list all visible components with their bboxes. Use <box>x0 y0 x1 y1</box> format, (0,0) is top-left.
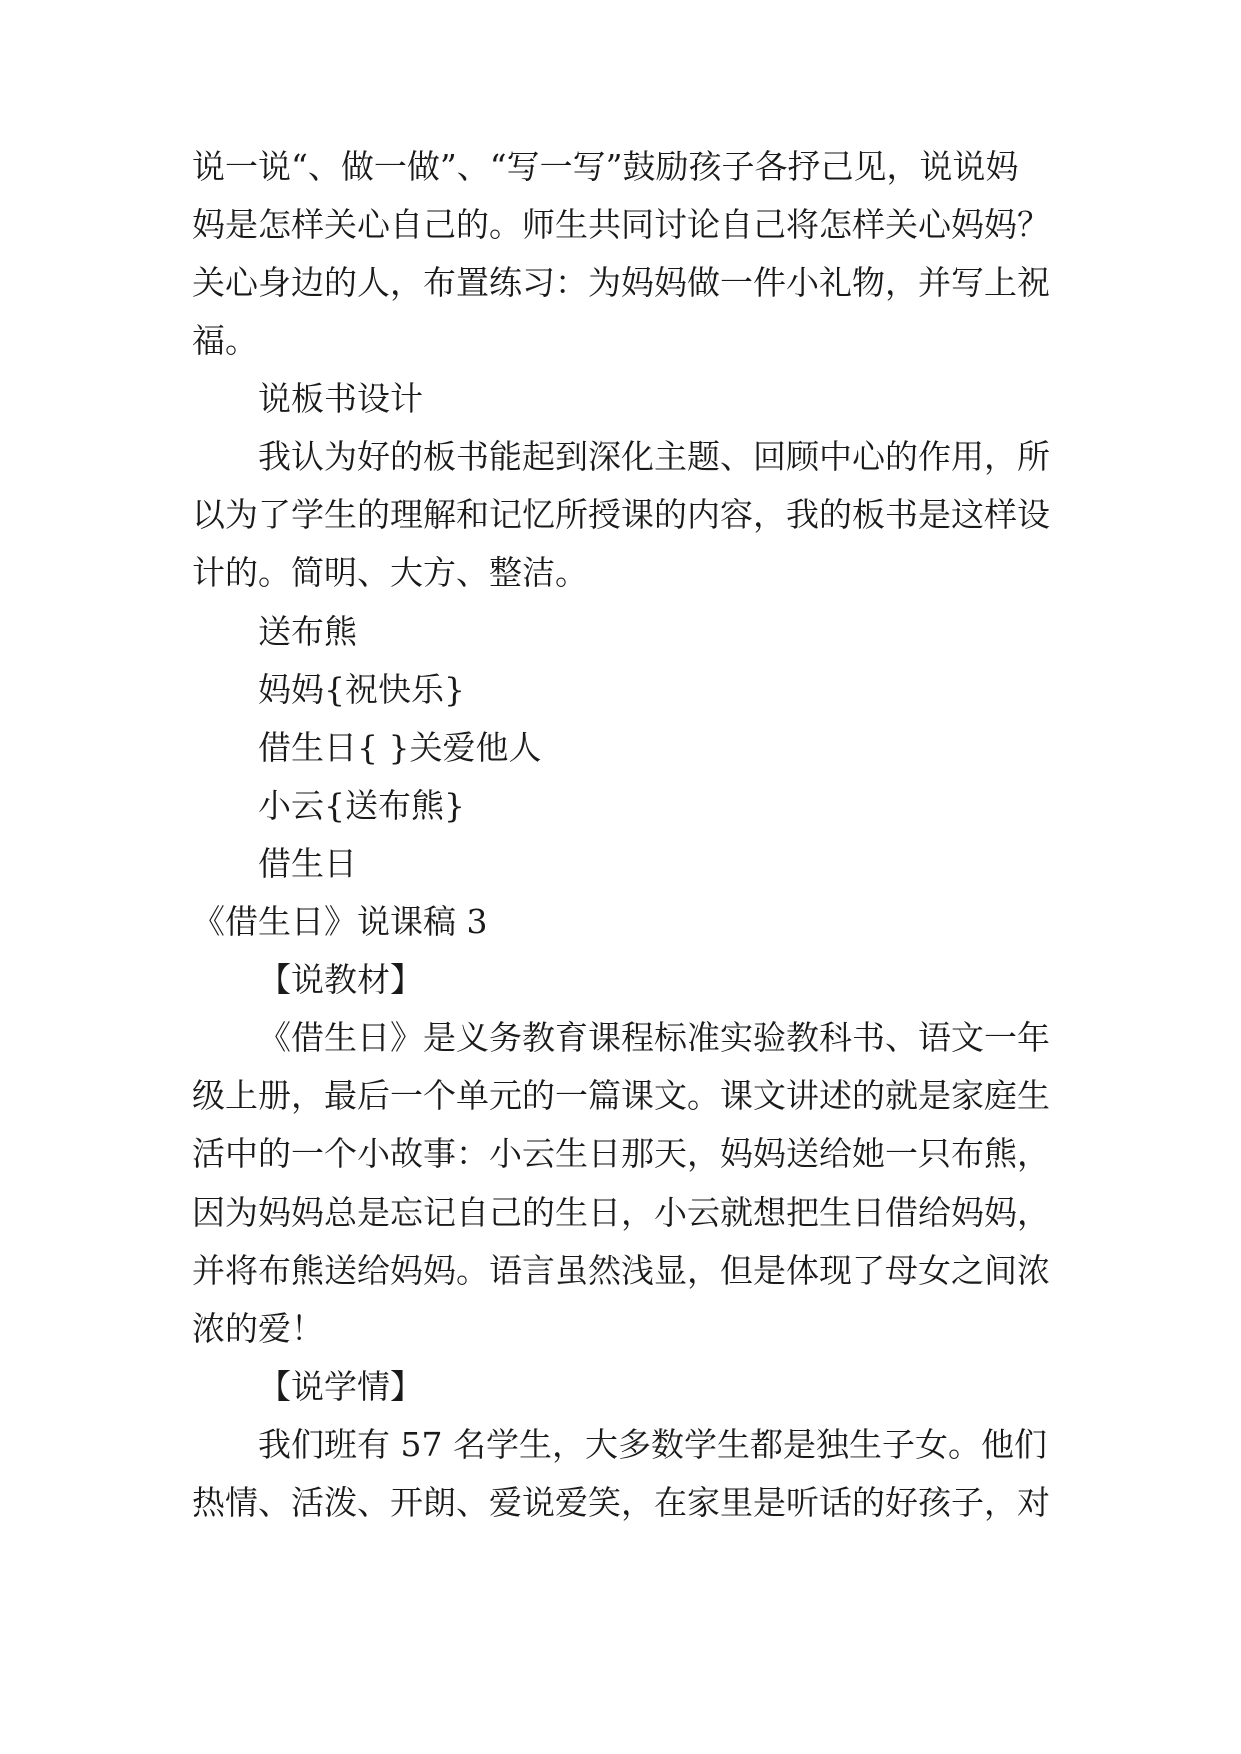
paragraph-line: 福。 <box>192 321 258 360</box>
paragraph-line: 热情、活泼、开朗、爱说爱笑，在家里是听话的好孩子，对 <box>192 1483 1050 1522</box>
board-line: 借生日{ }关爱他人 <box>258 728 542 767</box>
paragraph-line: 因为妈妈总是忘记自己的生日，小云就想把生日借给妈妈， <box>192 1193 1050 1232</box>
paragraph-line: 并将布熊送给妈妈。语言虽然浅显，但是体现了母女之间浓 <box>192 1251 1050 1290</box>
paragraph-line: 以为了学生的理解和记忆所授课的内容，我的板书是这样设 <box>192 495 1050 534</box>
paragraph-line: 说一说“、做一做”、“写一写”鼓励孩子各抒己见，说说妈 <box>192 147 1019 186</box>
paragraph-line: 关心身边的人，布置练习：为妈妈做一件小礼物，并写上祝 <box>192 263 1050 302</box>
section-heading: 【说教材】 <box>258 960 423 999</box>
paragraph-line: 我们班有 57 名学生，大多数学生都是独生子女。他们 <box>258 1425 1047 1464</box>
section-heading: 说板书设计 <box>258 379 423 418</box>
section-heading: 【说学情】 <box>258 1367 423 1406</box>
board-line: 妈妈{祝快乐} <box>258 670 465 709</box>
document-title: 《借生日》说课稿 3 <box>192 902 488 941</box>
paragraph-line: 《借生日》是义务教育课程标准实验教科书、语文一年 <box>258 1018 1050 1057</box>
board-line: 送布熊 <box>258 612 357 651</box>
paragraph-line: 计的。简明、大方、整洁。 <box>192 553 588 592</box>
paragraph-line: 我认为好的板书能起到深化主题、回顾中心的作用，所 <box>258 437 1050 476</box>
board-line: 小云{送布熊} <box>258 786 465 825</box>
board-line: 借生日 <box>258 844 357 883</box>
paragraph-line: 活中的一个小故事：小云生日那天，妈妈送给她一只布熊， <box>192 1134 1050 1173</box>
paragraph-line: 妈是怎样关心自己的。师生共同讨论自己将怎样关心妈妈？ <box>192 205 1050 244</box>
paragraph-line: 浓的爱！ <box>192 1309 324 1348</box>
paragraph-line: 级上册，最后一个单元的一篇课文。课文讲述的就是家庭生 <box>192 1076 1050 1115</box>
